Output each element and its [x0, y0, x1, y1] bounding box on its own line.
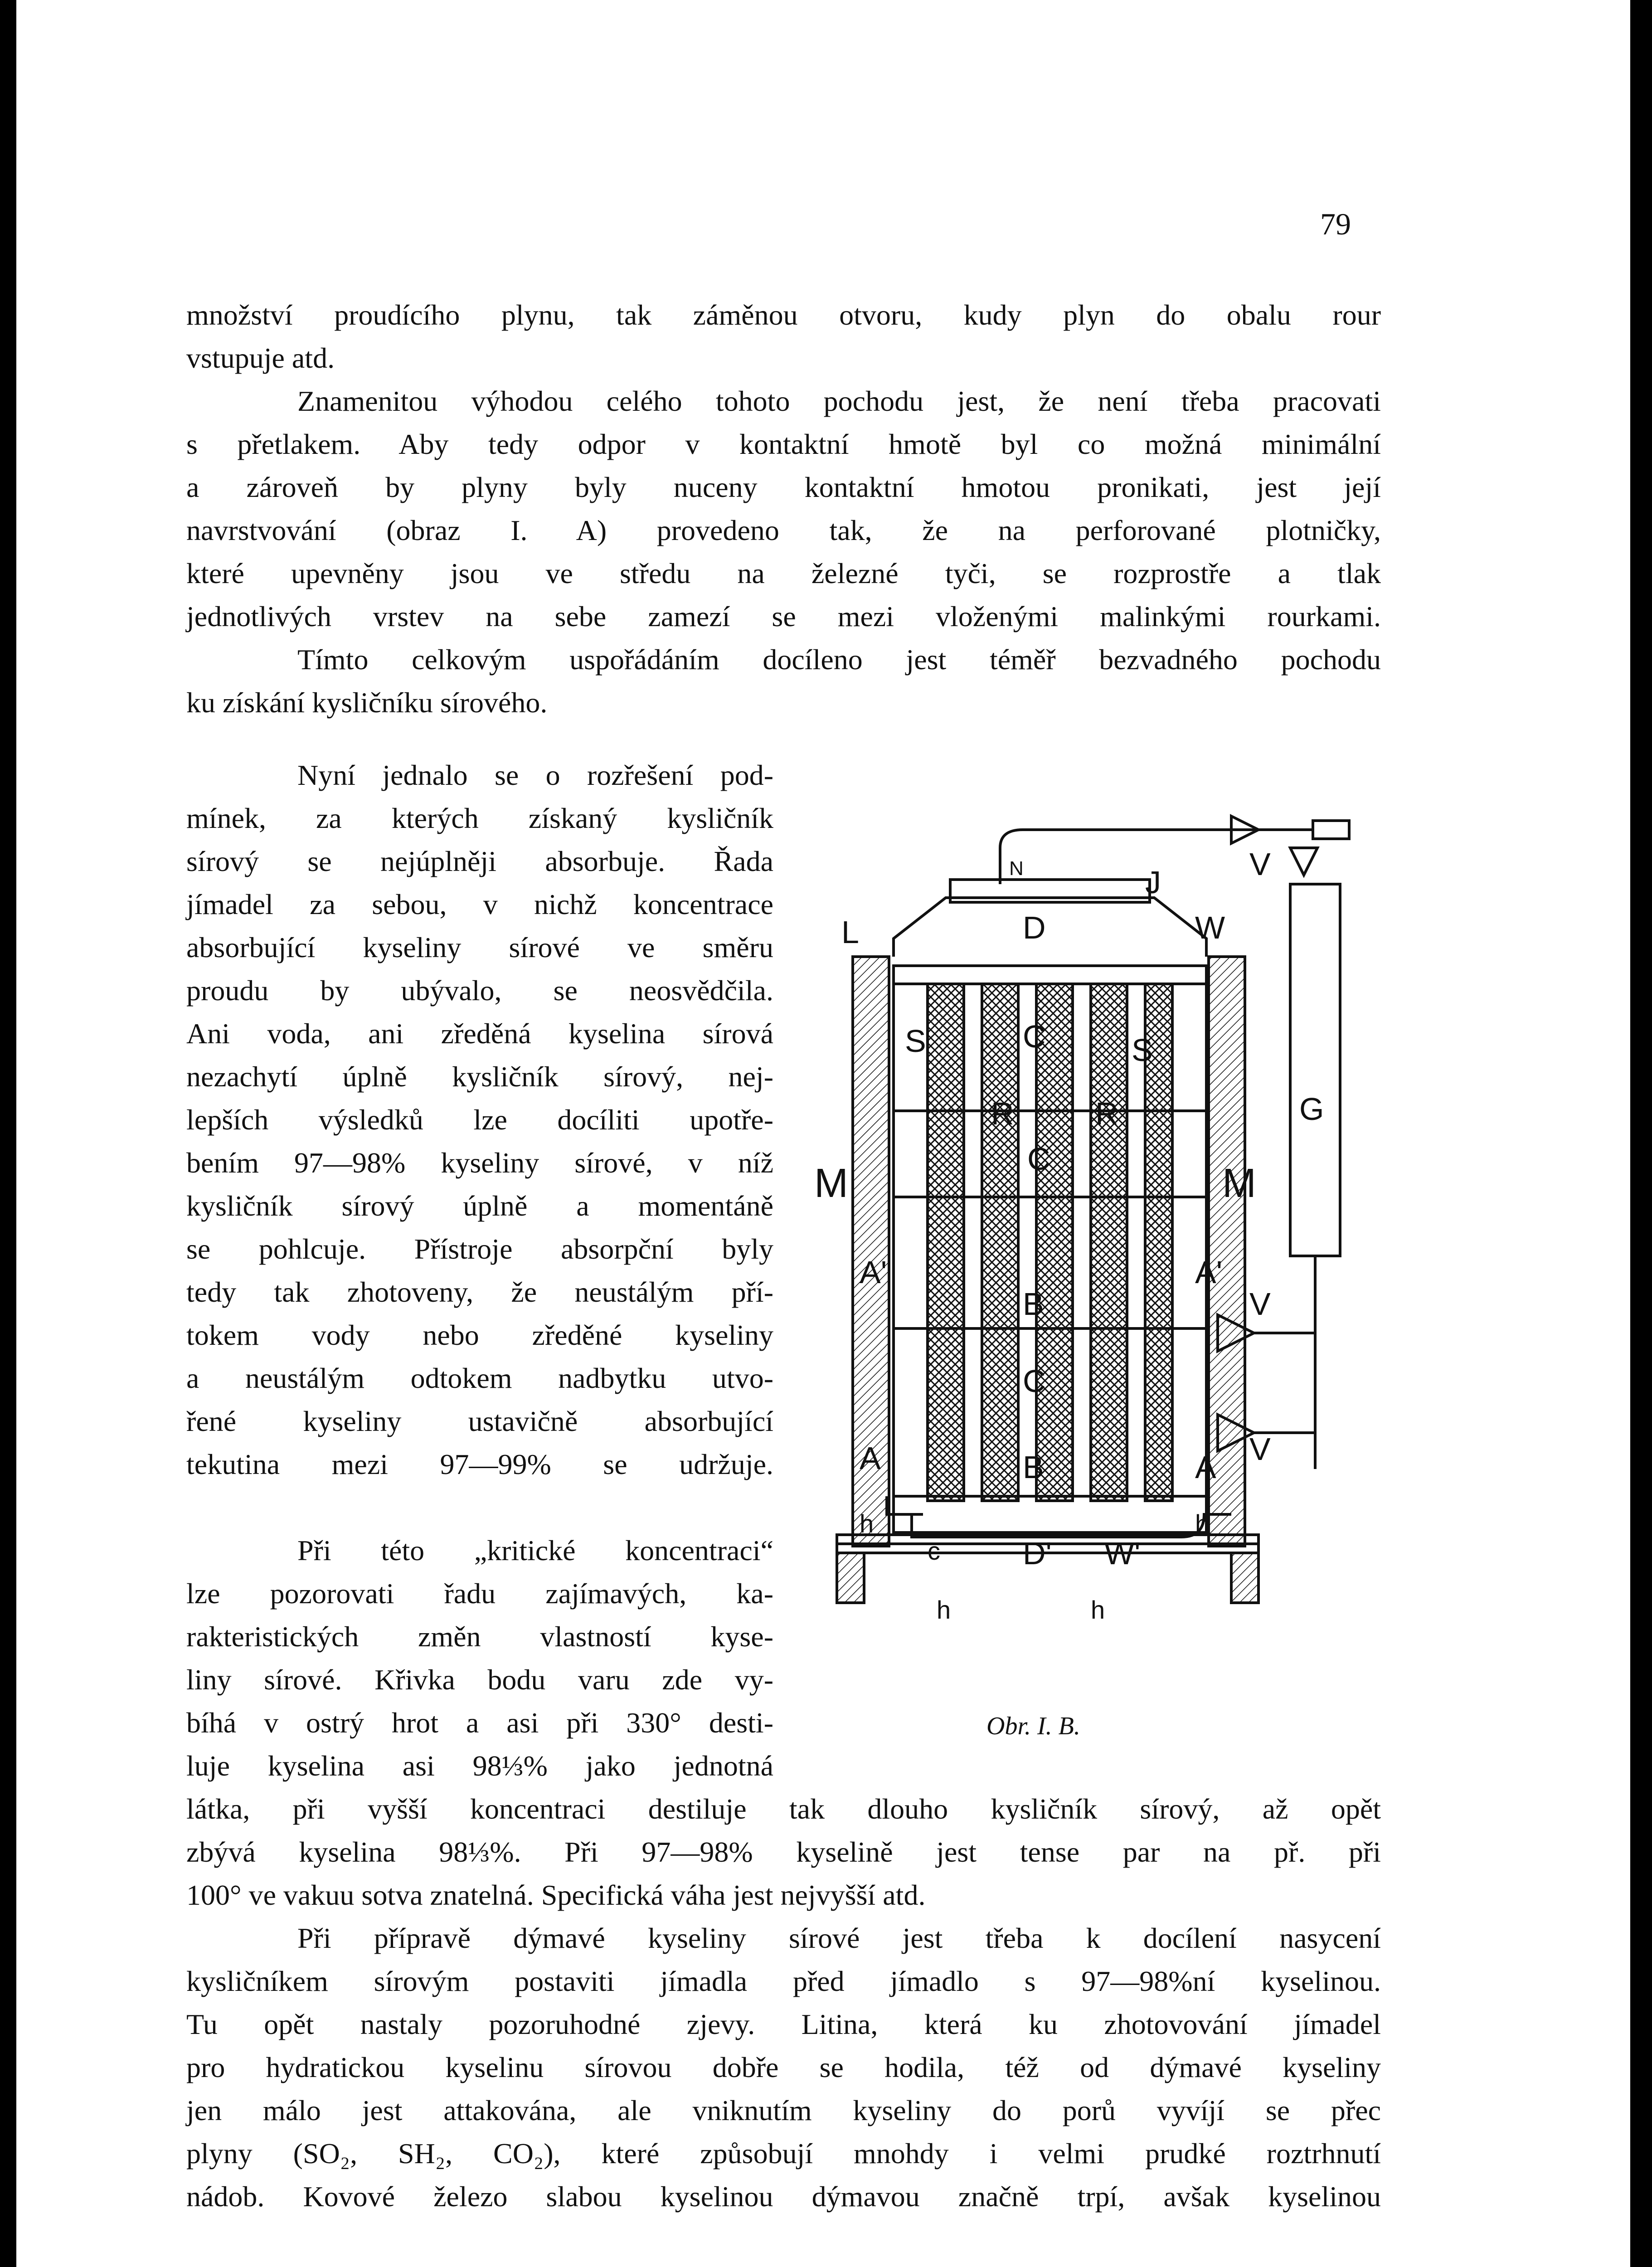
- label-C3: C: [1023, 1363, 1046, 1399]
- label-A-right: A: [1195, 1450, 1216, 1485]
- label-c: c: [928, 1537, 940, 1565]
- label-A1-left: A': [860, 1255, 887, 1290]
- text-line: Při této „kritické koncentraci“: [297, 1534, 773, 1566]
- text-line: pro hydratickou kyselinu sírovou dobře se hodila, též od dýmavé kyseliny: [186, 2051, 1381, 2083]
- text-line: a neustálým odtokem nadbytku utvo-: [186, 1362, 773, 1394]
- label-S-right: S: [1132, 1032, 1153, 1068]
- text-line: jen málo jest attakována, ale vniknutím kyseliny do porů vyvíjí se přec: [186, 2094, 1381, 2126]
- text-line: absorbující kyseliny sírové ve směru: [186, 931, 773, 963]
- text-line: proudu by ubývalo, se neosvědčila.: [186, 974, 773, 1007]
- label-A1-right: A': [1195, 1255, 1223, 1290]
- apparatus-figure: [796, 789, 1422, 1723]
- text-line: plyny (SO₂, SH₂, CO₂), které způsobují mnohdy i velmi prudké roztrhnutí: [186, 2137, 1381, 2170]
- label-B1: B: [1023, 1286, 1044, 1322]
- label-G: G: [1299, 1091, 1324, 1127]
- text-line: liny sírové. Křivka bodu varu zde vy-: [186, 1664, 773, 1696]
- label-W-bottom: W': [1104, 1536, 1141, 1571]
- page: [16, 0, 1630, 2267]
- figure-caption: Obr. I. B.: [986, 1712, 1080, 1740]
- label-h-left: h: [860, 1509, 874, 1538]
- text-line: tekutina mezi 97—99% se udržuje.: [186, 1448, 773, 1480]
- label-D-top: D: [1023, 910, 1046, 945]
- text-line: Ani voda, ani zředěná kyselina sírová: [186, 1017, 773, 1050]
- text-line: sírový se nejúplněji absorbuje. Řada: [186, 845, 773, 877]
- label-J: J: [1145, 865, 1161, 900]
- text-line: které upevněny jsou ve středu na železné tyči, se rozprostře a tlak: [186, 557, 1381, 589]
- label-V-top: V: [1249, 846, 1271, 882]
- text-line: navrstvování (obraz I. A) provedeno tak, že na perforované plotničky,: [186, 514, 1381, 546]
- text-line: nezachytí úplně kysličník sírový, nej-: [186, 1061, 773, 1093]
- text-line: Při přípravě dýmavé kyseliny sírové jest třeba k docílení nasycení: [297, 1922, 1381, 1954]
- text-line: kysličník sírový úplně a momentáně: [186, 1190, 773, 1222]
- text-line: Tu opět nastaly pozoruhodné zjevy. Litina, která ku zhotovování jímadel: [186, 2008, 1381, 2040]
- text-line: jímadel za sebou, v nichž koncentrace: [186, 888, 773, 920]
- text-line: a zároveň by plyny byly nuceny kontaktní hmotou pronikati, jest její: [186, 471, 1381, 503]
- text-line: luje kyselina asi 98⅓% jako jednotná: [186, 1750, 773, 1782]
- text-line: množství proudícího plynu, tak záměnou otvoru, kudy plyn do obalu rour: [186, 299, 1381, 331]
- label-h-bottom: h: [937, 1596, 951, 1624]
- text-line: zbývá kyselina 98⅓%. Při 97—98% kyselině jest tense par na př. při: [186, 1836, 1381, 1868]
- text-line: ku získání kysličníku sírového.: [186, 686, 548, 719]
- label-h-bottom-2: h: [1091, 1596, 1105, 1624]
- label-R-left: R: [991, 1096, 1014, 1131]
- text-line: vstupuje atd.: [186, 342, 335, 374]
- label-C1: C: [1023, 1019, 1046, 1054]
- label-h-right: h: [1195, 1509, 1210, 1538]
- text-line: tokem vody nebo zředěné kyseliny: [186, 1319, 773, 1351]
- text-line: mínek, za kterých získaný kysličník: [186, 802, 773, 834]
- label-D-bottom: D': [1023, 1536, 1052, 1571]
- label-B2: B: [1023, 1450, 1044, 1485]
- text-line: nádob. Kovové železo slabou kyselinou dýmavou značně trpí, avšak kyselinou: [186, 2180, 1381, 2213]
- label-M-right: M: [1222, 1161, 1256, 1206]
- label-N: N: [1009, 857, 1024, 880]
- text-line: Nyní jednalo se o rozřešení pod-: [297, 759, 773, 791]
- label-M-left: M: [814, 1161, 848, 1206]
- text-line: se pohlcuje. Přístroje absorpční byly: [186, 1233, 773, 1265]
- text-line: lepších výsledků lze docíliti upotře-: [186, 1104, 773, 1136]
- label-V-mid: V: [1249, 1286, 1271, 1322]
- text-line: rakteristických změn vlastností kyse-: [186, 1620, 773, 1653]
- text-line: s přetlakem. Aby tedy odpor v kontaktní hmotě byl co možná minimální: [186, 428, 1381, 460]
- text-line: bením 97—98% kyseliny sírové, v níž: [186, 1147, 773, 1179]
- text-line: látka, při vyšší koncentraci destiluje tak dlouho kysličník sírový, až opět: [186, 1793, 1381, 1825]
- label-R-right: R: [1095, 1096, 1118, 1131]
- label-W-top: W: [1195, 910, 1225, 945]
- text-line: lze pozorovati řadu zajímavých, ka-: [186, 1577, 773, 1610]
- label-L: L: [841, 915, 859, 950]
- label-S-left: S: [905, 1023, 926, 1059]
- text-line: Znamenitou výhodou celého tohoto pochodu jest, že není třeba pracovati: [297, 385, 1381, 417]
- page-number: 79: [1320, 207, 1351, 241]
- text-line: jednotlivých vrstev na sebe zamezí se mezi vloženými malinkými rourkami.: [186, 600, 1381, 632]
- text-line: 100° ve vakuu sotva znatelná. Specifická váha jest nejvyšší atd.: [186, 1879, 926, 1911]
- text-line: Tímto celkovým uspořádáním docíleno jest téměř bezvadného pochodu: [297, 643, 1381, 676]
- label-V-low: V: [1249, 1431, 1271, 1467]
- label-A-left: A: [860, 1440, 881, 1476]
- text-line: řené kyseliny ustavičně absorbující: [186, 1405, 773, 1437]
- label-C2: C: [1027, 1141, 1050, 1177]
- text-line: tedy tak zhotoveny, že neustálým pří-: [186, 1276, 773, 1308]
- text-line: kysličníkem sírovým postaviti jímadla před jímadlo s 97—98%ní kyselinou.: [186, 1965, 1381, 1997]
- text-line: bíhá v ostrý hrot a asi při 330° desti-: [186, 1707, 773, 1739]
